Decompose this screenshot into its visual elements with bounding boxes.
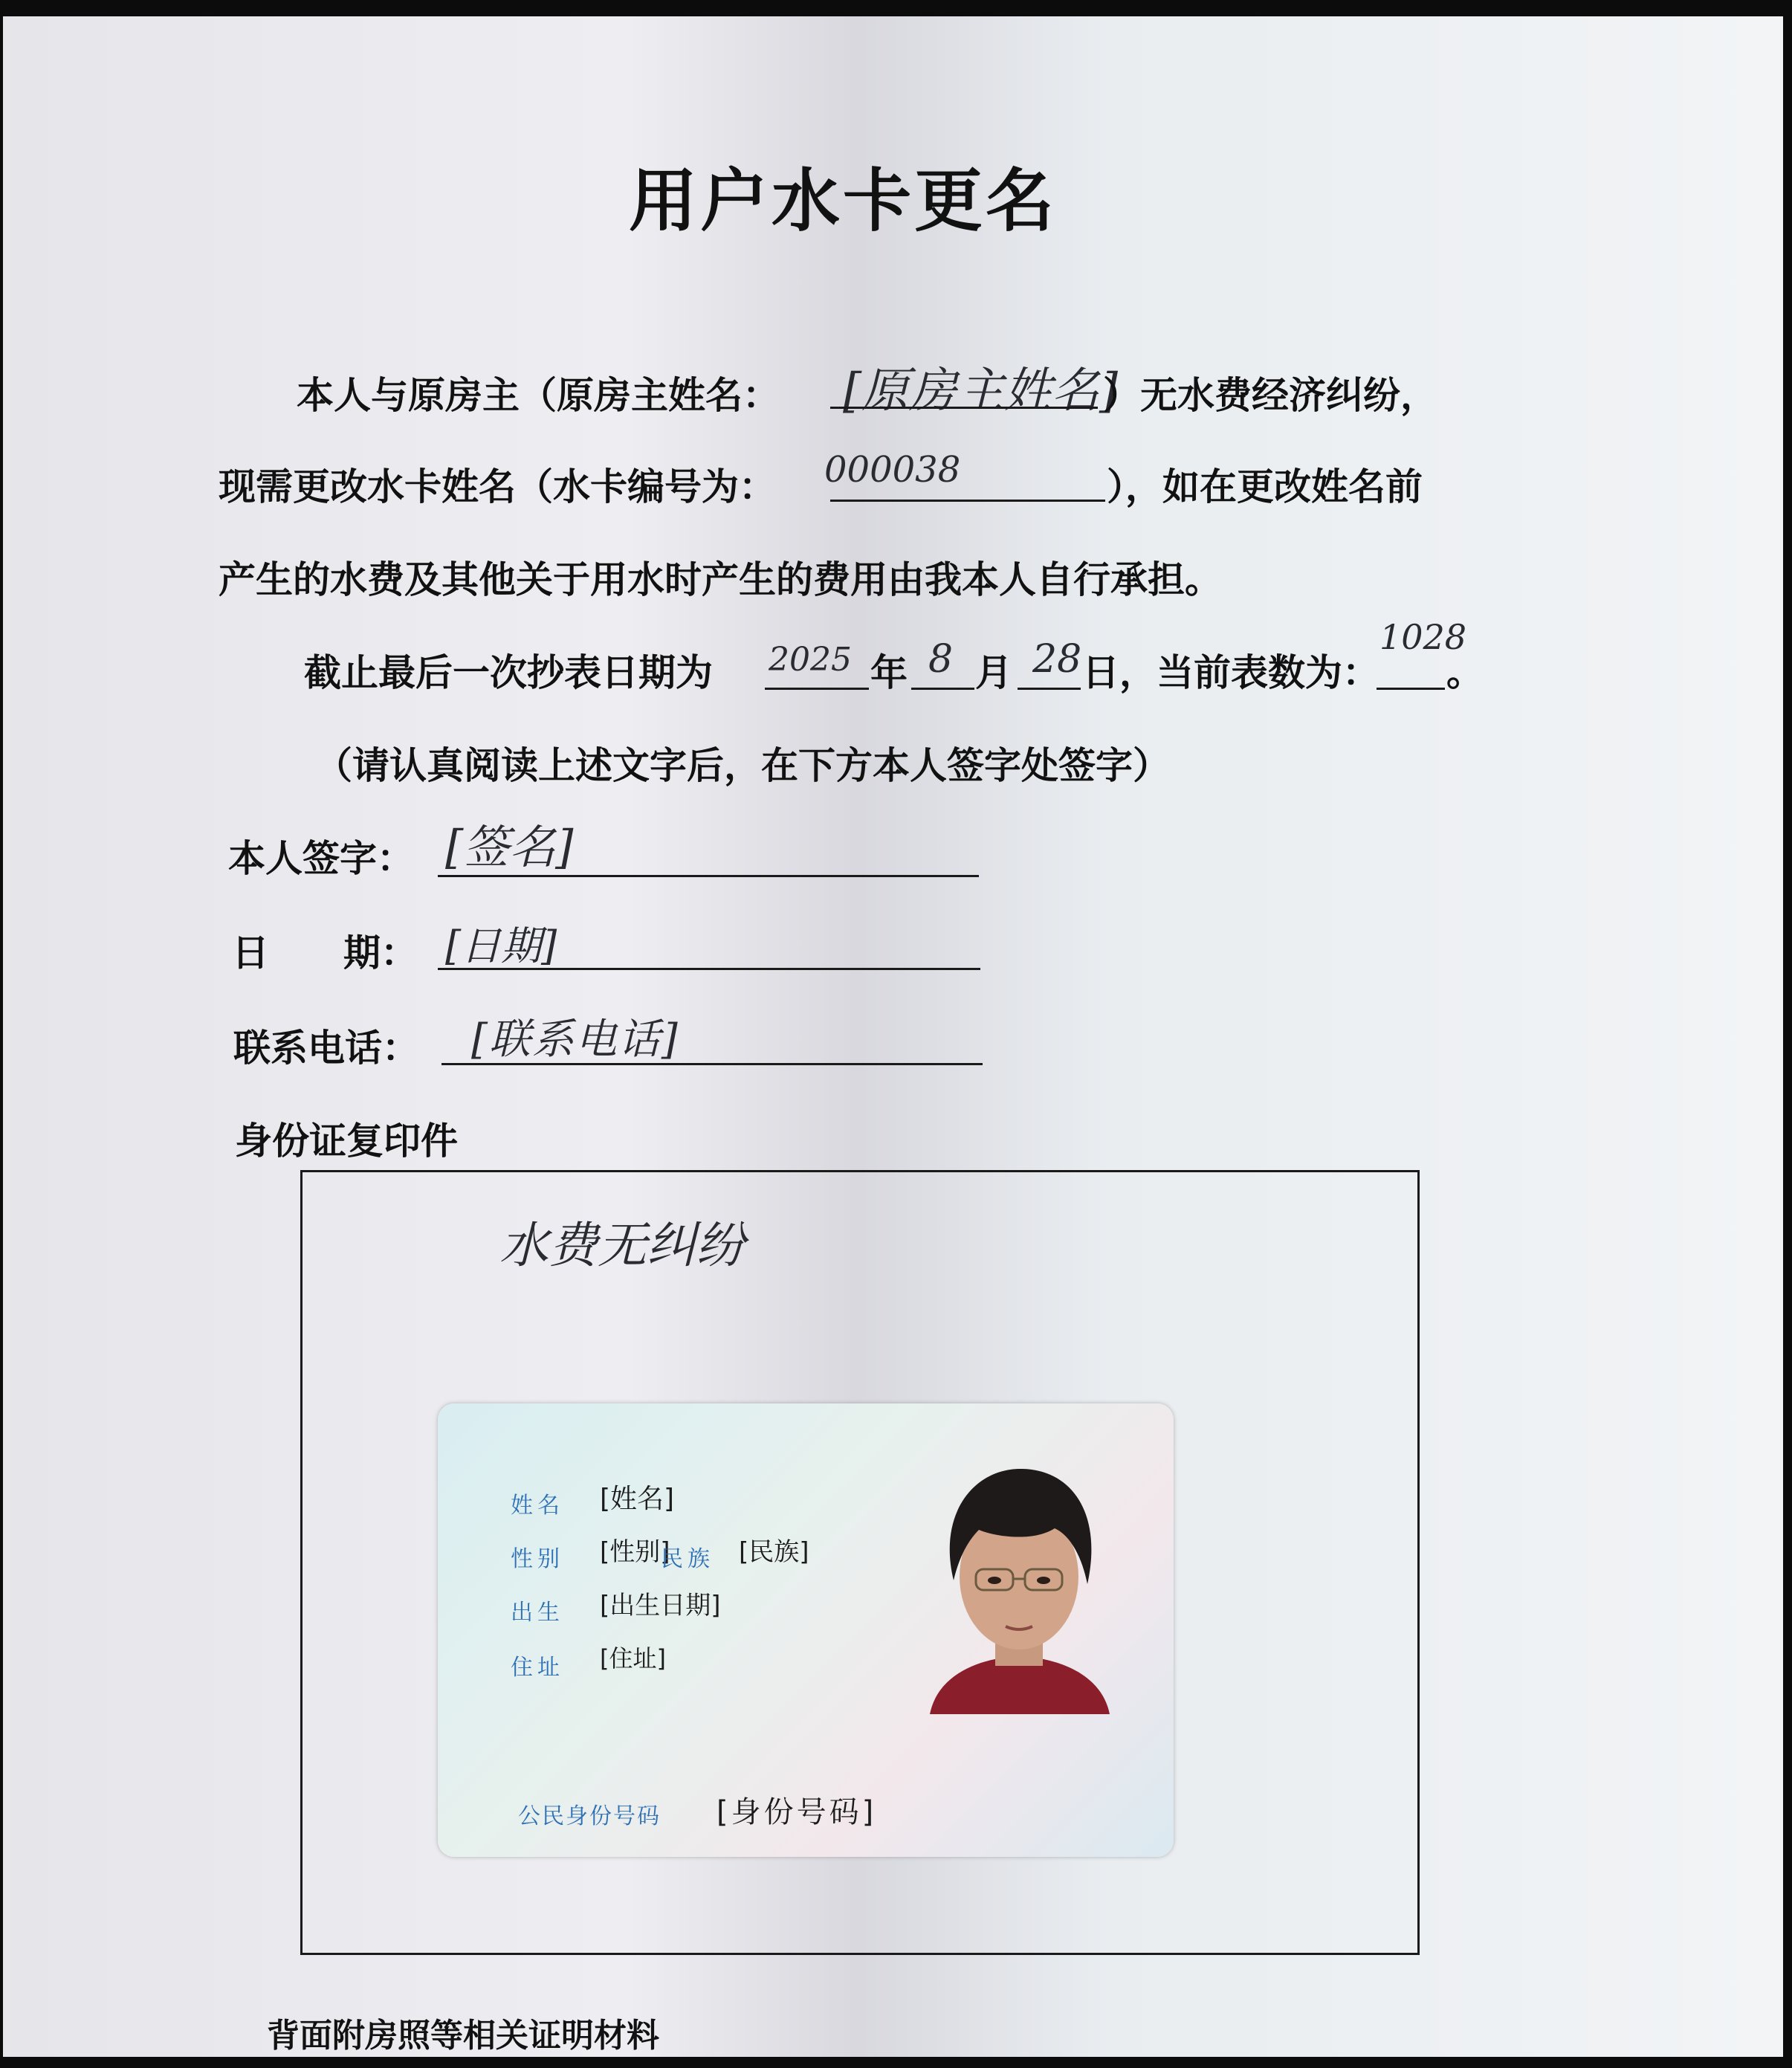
year-unit: 年 — [870, 651, 908, 694]
notice-text: （请认真阅读上述文字后，在下方本人签字处签字） — [315, 744, 1170, 787]
id-card-photo — [438, 1403, 1174, 1857]
id-name: [姓名] — [600, 1484, 675, 1514]
date-underline — [438, 968, 980, 970]
page-title: 用户水卡更名 — [628, 161, 1057, 241]
handwritten-box-note: 水费无纠纷 — [499, 1217, 745, 1274]
id-number-label: 公民身份号码 — [518, 1803, 661, 1829]
line4-prefix: 截止最后一次抄表日期为 — [304, 651, 713, 694]
line2-prefix: 现需更改水卡姓名（水卡编号为： — [219, 465, 776, 508]
line2-suffix: ），如在更改姓名前 — [1107, 465, 1423, 508]
handwritten-reading: 1028 — [1379, 617, 1467, 657]
id-portrait-image — [908, 1454, 1130, 1714]
date-label: 日 期： — [232, 931, 418, 975]
id-ethnicity: [民族] — [739, 1537, 809, 1567]
reading-underline — [1377, 688, 1445, 690]
month-unit: 月 — [975, 651, 1012, 694]
id-sex: [性别] — [600, 1537, 670, 1567]
line1-suffix: ）无水费经济纠纷， — [1103, 374, 1437, 417]
id-name-label: 姓名 — [511, 1493, 564, 1519]
signature: [签名] — [445, 820, 574, 874]
day-underline — [1018, 688, 1081, 690]
handwritten-owner-name: [原房主姓名] — [843, 363, 1118, 419]
id-number: [身份号码] — [717, 1795, 877, 1829]
id-address-line1: [住址] — [600, 1644, 666, 1673]
line3-text: 产生的水费及其他关于用水时产生的费用由我本人自行承担。 — [219, 558, 1222, 601]
handwritten-phone: [联系电话] — [471, 1015, 679, 1064]
handwritten-day: 28 — [1032, 637, 1082, 682]
month-underline — [911, 688, 974, 690]
id-birth-label: 出生 — [511, 1600, 564, 1626]
handwritten-year: 2025 — [769, 641, 852, 679]
line1-prefix: 本人与原房主（原房主姓名： — [297, 374, 780, 417]
handwritten-card-number: 000038 — [824, 449, 961, 491]
day-unit: 日，当前表数为： — [1082, 651, 1379, 694]
phone-label: 联系电话： — [233, 1027, 419, 1070]
id-birth: [出生日期] — [600, 1591, 721, 1621]
id-ethnicity-label: 民族 — [661, 1546, 714, 1572]
handwritten-date: [日期] — [445, 922, 557, 969]
id-sex-label: 性别 — [511, 1546, 564, 1572]
id-copy-label: 身份证复印件 — [235, 1119, 458, 1163]
footer-note: 背面附房照等相关证明材料 — [267, 2017, 659, 2055]
signature-underline — [438, 875, 979, 877]
owner-name-underline — [830, 407, 1098, 409]
signature-label: 本人签字： — [228, 837, 414, 880]
line4-end: 。 — [1446, 651, 1484, 694]
phone-underline — [441, 1063, 983, 1065]
handwritten-month: 8 — [928, 637, 954, 682]
year-underline — [765, 688, 869, 690]
id-address-label: 住址 — [511, 1655, 564, 1681]
document-page — [3, 16, 1783, 2057]
card-number-underline — [830, 500, 1105, 502]
